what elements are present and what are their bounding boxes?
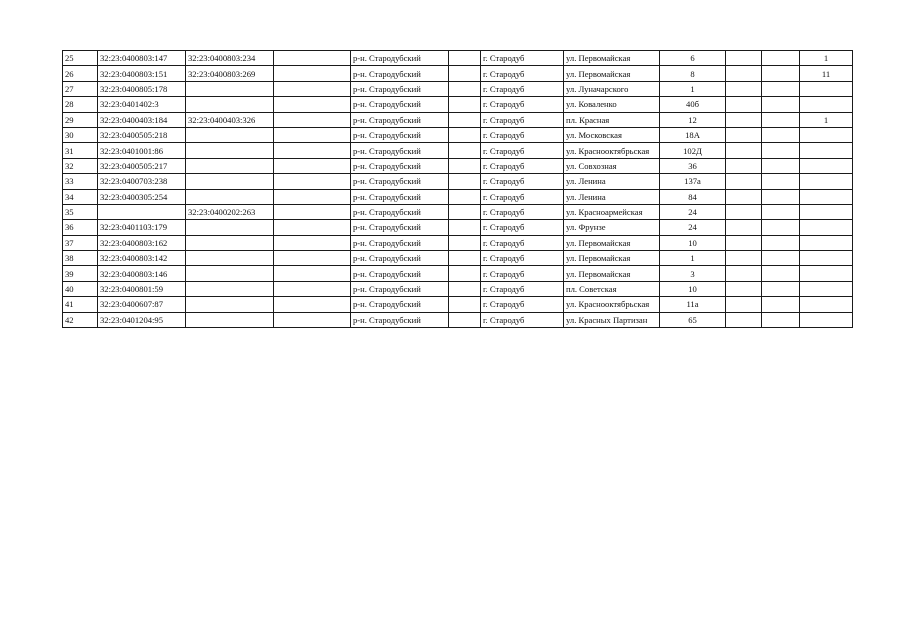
street: ул. Московская <box>564 127 660 142</box>
cadastral-number-2 <box>186 312 274 327</box>
city: г. Стародуб <box>481 189 564 204</box>
extra-value <box>800 281 853 296</box>
blank-cell <box>449 174 481 189</box>
street: ул. Красноармейская <box>564 204 660 219</box>
extra-value: 1 <box>800 51 853 66</box>
row-number: 28 <box>63 97 98 112</box>
city: г. Стародуб <box>481 112 564 127</box>
district: р-н. Стародубский <box>351 297 449 312</box>
city: г. Стародуб <box>481 51 564 66</box>
cadastral-number: 32:23:0400703:238 <box>98 174 186 189</box>
blank-cell <box>449 251 481 266</box>
house-number: 18А <box>660 127 726 142</box>
blank-cell <box>762 51 800 66</box>
district: р-н. Стародубский <box>351 312 449 327</box>
table-row <box>63 174 853 189</box>
cadastral-number <box>98 204 186 219</box>
row-number: 26 <box>63 66 98 81</box>
house-number: 3 <box>660 266 726 281</box>
blank-cell <box>449 189 481 204</box>
row-number: 39 <box>63 266 98 281</box>
cadastral-number-2 <box>186 220 274 235</box>
street: пл. Красная <box>564 112 660 127</box>
house-number: 40б <box>660 97 726 112</box>
city: г. Стародуб <box>481 220 564 235</box>
blank-cell <box>449 97 481 112</box>
table-row <box>63 127 853 142</box>
blank-cell <box>762 112 800 127</box>
blank-cell <box>762 220 800 235</box>
street: ул. Ленина <box>564 189 660 204</box>
blank-cell <box>726 312 762 327</box>
blank-cell <box>274 66 351 81</box>
cadastral-number: 32:23:0400403:184 <box>98 112 186 127</box>
blank-cell <box>726 204 762 219</box>
row-number: 25 <box>63 51 98 66</box>
cadastral-number-2 <box>186 143 274 158</box>
blank-cell <box>726 112 762 127</box>
city: г. Стародуб <box>481 97 564 112</box>
row-number: 27 <box>63 81 98 96</box>
street: ул. Первомайская <box>564 66 660 81</box>
cadastral-number-2 <box>186 158 274 173</box>
table-row <box>63 312 853 327</box>
house-number: 6 <box>660 51 726 66</box>
city: г. Стародуб <box>481 127 564 142</box>
street: ул. Коваленко <box>564 97 660 112</box>
extra-value <box>800 204 853 219</box>
blank-cell <box>274 143 351 158</box>
table-row <box>63 251 853 266</box>
district: р-н. Стародубский <box>351 220 449 235</box>
district: р-н. Стародубский <box>351 112 449 127</box>
blank-cell <box>449 220 481 235</box>
blank-cell <box>762 189 800 204</box>
cadastral-number: 32:23:0401204:95 <box>98 312 186 327</box>
street: ул. Краснооктябрьская <box>564 143 660 158</box>
cadastral-number-2 <box>186 297 274 312</box>
house-number: 65 <box>660 312 726 327</box>
blank-cell <box>726 281 762 296</box>
blank-cell <box>449 66 481 81</box>
cadastral-number-2 <box>186 189 274 204</box>
blank-cell <box>762 251 800 266</box>
row-number: 31 <box>63 143 98 158</box>
blank-cell <box>762 81 800 96</box>
extra-value <box>800 312 853 327</box>
cadastral-number-2 <box>186 174 274 189</box>
house-number: 1 <box>660 81 726 96</box>
cadastral-number-2: 32:23:0400803:234 <box>186 51 274 66</box>
house-number: 1 <box>660 251 726 266</box>
district: р-н. Стародубский <box>351 81 449 96</box>
city: г. Стародуб <box>481 174 564 189</box>
table-row <box>63 235 853 250</box>
extra-value <box>800 266 853 281</box>
extra-value <box>800 127 853 142</box>
cadastral-number-2 <box>186 81 274 96</box>
district: р-н. Стародубский <box>351 97 449 112</box>
cadastral-number-2 <box>186 127 274 142</box>
table-row <box>63 97 853 112</box>
blank-cell <box>449 158 481 173</box>
district: р-н. Стародубский <box>351 51 449 66</box>
district: р-н. Стародубский <box>351 127 449 142</box>
district: р-н. Стародубский <box>351 189 449 204</box>
city: г. Стародуб <box>481 312 564 327</box>
cadastral-number-2 <box>186 281 274 296</box>
blank-cell <box>274 189 351 204</box>
street: ул. Первомайская <box>564 266 660 281</box>
extra-value <box>800 143 853 158</box>
extra-value <box>800 158 853 173</box>
house-number: 24 <box>660 220 726 235</box>
blank-cell <box>449 81 481 96</box>
district: р-н. Стародубский <box>351 266 449 281</box>
street: ул. Совхозная <box>564 158 660 173</box>
blank-cell <box>449 235 481 250</box>
blank-cell <box>274 51 351 66</box>
blank-cell <box>726 66 762 81</box>
row-number: 41 <box>63 297 98 312</box>
table-row <box>63 204 853 219</box>
house-number: 10 <box>660 235 726 250</box>
street: ул. Фрунзе <box>564 220 660 235</box>
city: г. Стародуб <box>481 266 564 281</box>
row-number: 30 <box>63 127 98 142</box>
table-row <box>63 189 853 204</box>
blank-cell <box>274 127 351 142</box>
row-number: 38 <box>63 251 98 266</box>
city: г. Стародуб <box>481 281 564 296</box>
blank-cell <box>274 220 351 235</box>
blank-cell <box>274 174 351 189</box>
district: р-н. Стародубский <box>351 251 449 266</box>
blank-cell <box>274 297 351 312</box>
table-row <box>63 158 853 173</box>
blank-cell <box>726 158 762 173</box>
cadastral-number-2 <box>186 251 274 266</box>
blank-cell <box>726 174 762 189</box>
blank-cell <box>726 220 762 235</box>
cadastral-number-2: 32:23:0400403:326 <box>186 112 274 127</box>
blank-cell <box>449 143 481 158</box>
blank-cell <box>449 266 481 281</box>
extra-value <box>800 251 853 266</box>
blank-cell <box>726 189 762 204</box>
blank-cell <box>449 204 481 219</box>
blank-cell <box>762 281 800 296</box>
blank-cell <box>274 158 351 173</box>
blank-cell <box>274 235 351 250</box>
house-number: 24 <box>660 204 726 219</box>
extra-value <box>800 189 853 204</box>
blank-cell <box>274 204 351 219</box>
cadastral-number: 32:23:0400607:87 <box>98 297 186 312</box>
cadastral-number: 32:23:0401103:179 <box>98 220 186 235</box>
row-number: 32 <box>63 158 98 173</box>
row-number: 34 <box>63 189 98 204</box>
city: г. Стародуб <box>481 158 564 173</box>
row-number: 29 <box>63 112 98 127</box>
blank-cell <box>726 297 762 312</box>
cadastral-number: 32:23:0400505:218 <box>98 127 186 142</box>
cadastral-number: 32:23:0400803:142 <box>98 251 186 266</box>
blank-cell <box>274 97 351 112</box>
district: р-н. Стародубский <box>351 235 449 250</box>
blank-cell <box>449 312 481 327</box>
cadastral-number-2 <box>186 235 274 250</box>
extra-value <box>800 81 853 96</box>
blank-cell <box>762 66 800 81</box>
house-number: 36 <box>660 158 726 173</box>
blank-cell <box>449 297 481 312</box>
extra-value: 11 <box>800 66 853 81</box>
city: г. Стародуб <box>481 81 564 96</box>
row-number: 37 <box>63 235 98 250</box>
blank-cell <box>762 97 800 112</box>
street: ул. Краснооктябрьская <box>564 297 660 312</box>
city: г. Стародуб <box>481 143 564 158</box>
district: р-н. Стародубский <box>351 204 449 219</box>
cadastral-number: 32:23:0400805:178 <box>98 81 186 96</box>
cadastral-number: 32:23:0400505:217 <box>98 158 186 173</box>
blank-cell <box>274 81 351 96</box>
blank-cell <box>762 174 800 189</box>
street: ул. Первомайская <box>564 251 660 266</box>
row-number: 40 <box>63 281 98 296</box>
table-row <box>63 281 853 296</box>
blank-cell <box>762 235 800 250</box>
registry-table-body <box>63 51 853 328</box>
table-row <box>63 112 853 127</box>
blank-cell <box>762 204 800 219</box>
blank-cell <box>449 127 481 142</box>
house-number: 8 <box>660 66 726 81</box>
blank-cell <box>762 127 800 142</box>
cadastral-number-2: 32:23:0400202:263 <box>186 204 274 219</box>
house-number: 84 <box>660 189 726 204</box>
house-number: 10 <box>660 281 726 296</box>
street: ул. Ленина <box>564 174 660 189</box>
blank-cell <box>726 266 762 281</box>
blank-cell <box>726 97 762 112</box>
cadastral-number: 32:23:0400801:59 <box>98 281 186 296</box>
cadastral-number: 32:23:0400803:146 <box>98 266 186 281</box>
city: г. Стародуб <box>481 297 564 312</box>
blank-cell <box>274 312 351 327</box>
street: ул. Красных Партизан <box>564 312 660 327</box>
cadastral-number-2 <box>186 97 274 112</box>
city: г. Стародуб <box>481 204 564 219</box>
row-number: 36 <box>63 220 98 235</box>
blank-cell <box>726 235 762 250</box>
house-number: 12 <box>660 112 726 127</box>
extra-value <box>800 235 853 250</box>
district: р-н. Стародубский <box>351 281 449 296</box>
street: ул. Первомайская <box>564 235 660 250</box>
blank-cell <box>726 143 762 158</box>
blank-cell <box>762 312 800 327</box>
row-number: 33 <box>63 174 98 189</box>
row-number: 35 <box>63 204 98 219</box>
city: г. Стародуб <box>481 235 564 250</box>
table-row <box>63 143 853 158</box>
district: р-н. Стародубский <box>351 143 449 158</box>
blank-cell <box>274 281 351 296</box>
street: ул. Первомайская <box>564 51 660 66</box>
cadastral-number: 32:23:0401001:86 <box>98 143 186 158</box>
blank-cell <box>274 112 351 127</box>
cadastral-number: 32:23:0401402:3 <box>98 97 186 112</box>
blank-cell <box>762 297 800 312</box>
extra-value <box>800 297 853 312</box>
blank-cell <box>762 266 800 281</box>
cadastral-number-2 <box>186 266 274 281</box>
street: пл. Советская <box>564 281 660 296</box>
cadastral-number: 32:23:0400803:162 <box>98 235 186 250</box>
cadastral-number: 32:23:0400305:254 <box>98 189 186 204</box>
district: р-н. Стародубский <box>351 66 449 81</box>
document-page <box>62 50 853 328</box>
house-number: 11а <box>660 297 726 312</box>
blank-cell <box>726 51 762 66</box>
blank-cell <box>449 112 481 127</box>
blank-cell <box>726 81 762 96</box>
extra-value: 1 <box>800 112 853 127</box>
house-number: 102Д <box>660 143 726 158</box>
district: р-н. Стародубский <box>351 158 449 173</box>
property-registry-table <box>62 50 853 328</box>
blank-cell <box>274 251 351 266</box>
district: р-н. Стародубский <box>351 174 449 189</box>
cadastral-number-2: 32:23:0400803:269 <box>186 66 274 81</box>
row-number: 42 <box>63 312 98 327</box>
cadastral-number: 32:23:0400803:147 <box>98 51 186 66</box>
table-row <box>63 81 853 96</box>
house-number: 137а <box>660 174 726 189</box>
table-row <box>63 297 853 312</box>
street: ул. Луначарского <box>564 81 660 96</box>
city: г. Стародуб <box>481 66 564 81</box>
blank-cell <box>762 158 800 173</box>
table-row <box>63 51 853 66</box>
table-row <box>63 266 853 281</box>
table-row <box>63 66 853 81</box>
extra-value <box>800 174 853 189</box>
extra-value <box>800 220 853 235</box>
blank-cell <box>762 143 800 158</box>
blank-cell <box>449 51 481 66</box>
blank-cell <box>449 281 481 296</box>
blank-cell <box>726 127 762 142</box>
cadastral-number: 32:23:0400803:151 <box>98 66 186 81</box>
blank-cell <box>274 266 351 281</box>
table-row <box>63 220 853 235</box>
extra-value <box>800 97 853 112</box>
blank-cell <box>726 251 762 266</box>
city: г. Стародуб <box>481 251 564 266</box>
